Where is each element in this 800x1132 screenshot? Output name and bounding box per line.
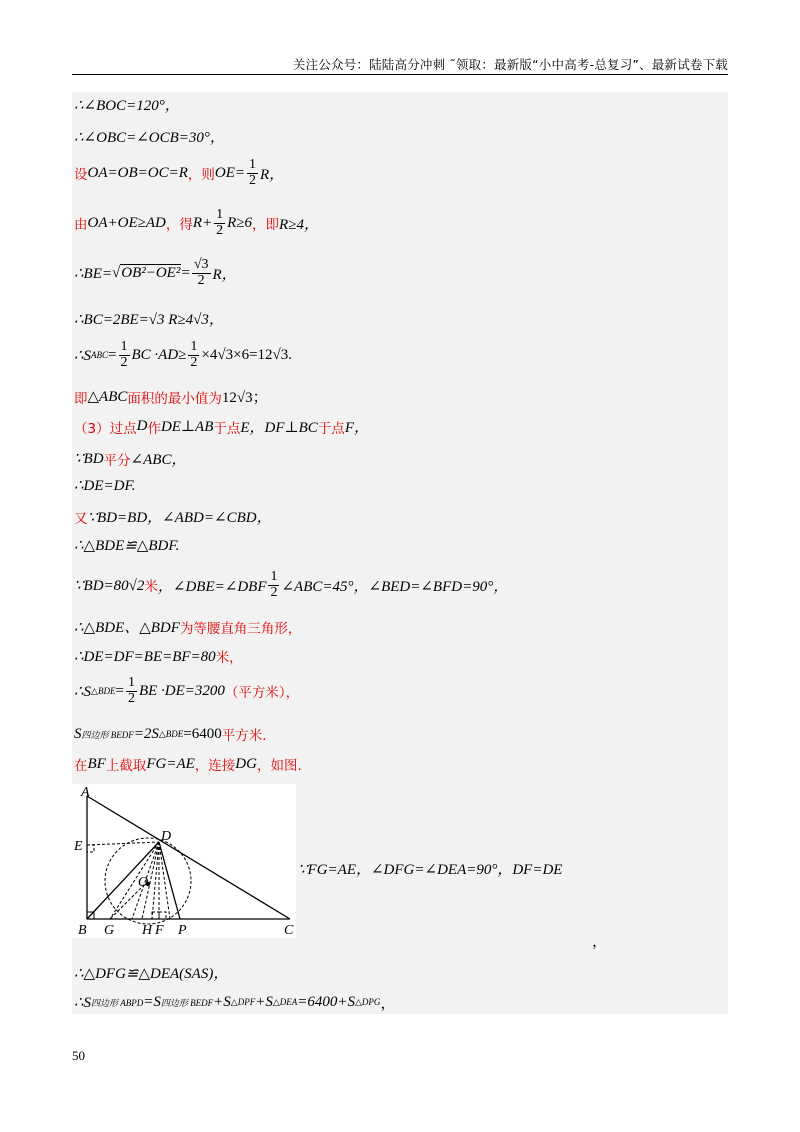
fraction-denominator: 2 [216, 222, 224, 238]
step-3-mid: ，则 [187, 167, 215, 184]
step-23 [74, 992, 395, 1013]
label-g: G [104, 923, 115, 938]
segment-d-ray-3 [159, 842, 170, 919]
segment-dp [159, 842, 180, 919]
step-16-b: 米， [215, 650, 243, 666]
step-9-f: E，DF⊥BC [240, 420, 318, 436]
step-14 [74, 570, 508, 600]
step-8-value: 12√3； [221, 390, 268, 406]
fraction-numerator: 1 [120, 339, 128, 354]
step-7-lead: ∴S [74, 347, 92, 364]
segment-dg [110, 842, 159, 919]
step-14-fraction [268, 570, 279, 600]
fraction-denominator: 2 [127, 690, 135, 706]
label-o: O [138, 875, 149, 890]
step-7-mid: BC ·AD≥ [131, 346, 187, 363]
label-h: H [142, 923, 153, 938]
step-19-c: 上截取 [105, 758, 147, 774]
step-5-tail: R， [212, 266, 237, 283]
radicand: OB²−OE² [121, 265, 181, 282]
right-angle-h [152, 912, 159, 919]
fraction-numerator: 1 [190, 339, 198, 354]
step-4-mid: ，得 [165, 217, 193, 234]
step-23-subscript-2: 四边形 BEDF [160, 998, 214, 1008]
step-17-d: （平方米）， [224, 685, 300, 702]
step-23-d: +S [255, 994, 273, 1010]
step-23-b: =S [143, 994, 161, 1010]
step-19-b: BF [87, 755, 106, 772]
header-rule [72, 74, 728, 75]
step-3-eq: OA=OB=OC=R [87, 164, 188, 181]
step-4-fraction [214, 208, 225, 238]
step-18-b: =2S [133, 725, 159, 742]
step-14-b: 米 [144, 579, 158, 596]
step-9-g: 于点 [317, 420, 345, 437]
step-15 [74, 616, 301, 637]
step-17 [74, 676, 299, 706]
step-17-fraction [126, 676, 137, 706]
label-b: B [78, 923, 87, 938]
step-16 [74, 646, 243, 666]
label-c: C [284, 923, 294, 938]
fraction-numerator: 1 [127, 675, 135, 690]
step-3-lead: 设 [74, 167, 88, 184]
step-9-b: D [136, 418, 148, 434]
step-13: ∴△BDE≌△BDF. [74, 538, 180, 554]
step-7 [74, 340, 292, 370]
geometry-diagram [72, 784, 296, 938]
fraction-numerator: 1 [216, 207, 224, 222]
step-23-subscript-4: △DEA [272, 997, 298, 1007]
label-d: D [161, 829, 172, 844]
step-4-r: R+ [192, 214, 213, 231]
step-4-tail: R≥6 [227, 214, 253, 231]
segment-de [87, 842, 159, 845]
step-17-a: ∴S [74, 683, 92, 700]
step-18-a: S [74, 725, 82, 742]
step-23-a: ∴S [74, 995, 92, 1011]
step-1: ∴∠BOC=120°， [74, 98, 180, 114]
step-4 [74, 208, 319, 238]
label-f: F [155, 923, 164, 938]
step-23-c: +S [213, 994, 231, 1010]
step-4-mid2: ，即 [252, 217, 280, 234]
step-18 [74, 724, 267, 744]
step-3 [74, 158, 284, 188]
step-9-h: F， [344, 420, 369, 436]
step-7-subscript: ABC [91, 350, 109, 361]
step-23-e: =6400+S [297, 994, 356, 1010]
step-19-d: FG=AE [146, 755, 195, 772]
step-15-b: 为等腰直角三角形， [179, 620, 302, 637]
step-8-mid: 面积的最小值为 [127, 390, 222, 407]
step-20: ∵FG=AE，∠DFG=∠DEA=90°，DF=DE [298, 862, 563, 878]
step-7-tail: ×4√3×6=12√3. [201, 346, 293, 363]
step-9 [74, 416, 369, 437]
step-6: ∴BC=2BE=√3 R≥4√3， [74, 312, 224, 328]
page-header: 关注公众号：陆陆高分冲刺 ˜领取：最新版“小中高考-总复习”、最新试卷下载 [292, 57, 728, 72]
step-23-subscript-5: △DPG [355, 997, 381, 1007]
step-14-d: ∠ABC=45°，∠BED=∠BFD=90°， [281, 578, 509, 595]
step-5-lead: ∴BE= [74, 265, 112, 282]
step-7-fraction [119, 340, 130, 370]
step-9-e: 于点 [213, 420, 241, 437]
fraction-denominator: 2 [248, 172, 256, 188]
step-4-lead: 由 [74, 217, 88, 234]
fraction-denominator: 2 [190, 354, 198, 370]
page-number: 50 [72, 1048, 85, 1063]
fraction-denominator: 2 [197, 272, 205, 288]
fraction-numerator: √3 [193, 257, 209, 272]
step-7-eq: = [108, 346, 117, 363]
step-11: ∴DE=DF. [74, 478, 136, 494]
step-8-lead: 即 [74, 390, 88, 407]
step-23-subscript: 四边形 ABPD [91, 998, 144, 1008]
step-7-fraction-2 [188, 340, 199, 370]
step-5-eq: = [181, 264, 190, 281]
fraction-numerator: 1 [248, 157, 256, 172]
step-8 [74, 386, 268, 407]
step-5-fraction [192, 258, 211, 288]
fraction-denominator: 2 [120, 354, 128, 370]
step-19 [74, 754, 302, 774]
step-15-a: ∴△BDE、△BDF [74, 620, 180, 636]
step-12 [74, 506, 272, 527]
step-19-a: 在 [74, 758, 88, 774]
step-4-eq: OA+OE≥AD [87, 214, 166, 231]
right-angle-e [87, 845, 94, 852]
step-8-eq: △ABC [87, 389, 128, 405]
step-18-d: 平方米. [221, 728, 267, 744]
step-17-b: = [115, 682, 124, 699]
geometry-figure [72, 784, 296, 938]
step-17-c: BE ·DE=3200 [138, 682, 225, 699]
step-21: ， [592, 934, 608, 950]
step-5 [74, 258, 237, 288]
step-19-e: ，连接 [194, 758, 236, 774]
step-12-a: 又 [74, 510, 88, 527]
segment-dh [152, 842, 159, 919]
step-3-eq2: OE= [214, 164, 245, 181]
step-14-c: ，∠DBE=∠DBF [157, 578, 267, 595]
step-10-a: ∵BD [74, 451, 104, 467]
step-5-sqrt [112, 264, 181, 282]
label-a: A [81, 785, 90, 800]
label-p: P [178, 923, 187, 938]
step-23-subscript-3: △DPF [230, 997, 256, 1007]
label-e: E [74, 839, 83, 854]
step-19-g: ，如图. [256, 758, 302, 774]
step-10-c: ∠ABC， [130, 452, 187, 468]
radical-sign: √ [112, 265, 121, 282]
step-16-a: ∴DE=DF=BE=BF=80 [74, 648, 216, 665]
fraction-denominator: 2 [270, 584, 278, 600]
step-18-c: =6400 [183, 725, 222, 742]
step-10-b: 平分 [103, 452, 131, 469]
step-4-result: R≥4， [279, 216, 319, 233]
step-18-subscript: 四边形 BEDF [81, 729, 134, 740]
segment-ac [87, 796, 290, 919]
step-18-subscript-2: △BDE [158, 728, 184, 739]
step-19-f: DG [235, 755, 257, 772]
right-angle-f [159, 912, 166, 919]
step-3-fraction [247, 158, 258, 188]
step-14-a: ∵BD=80√2 [74, 577, 145, 594]
step-23-f: ， [380, 996, 396, 1012]
step-17-subscript: △BDE [91, 685, 116, 696]
step-10 [74, 448, 186, 469]
segment-bd [87, 842, 159, 919]
step-2: ∴∠OBC=∠OCB=30°， [74, 130, 225, 146]
step-9-c: 作 [147, 420, 161, 437]
fraction-numerator: 1 [270, 569, 278, 584]
step-9-d: DE⊥AB [160, 419, 214, 435]
step-3-tail: R， [259, 166, 285, 183]
step-22: ∴△DFG≌△DEA(SAS)， [74, 966, 229, 982]
step-9-a: （3）过点 [74, 420, 137, 437]
step-12-b: ∵BD=BD，∠ABD=∠CBD， [87, 510, 272, 526]
